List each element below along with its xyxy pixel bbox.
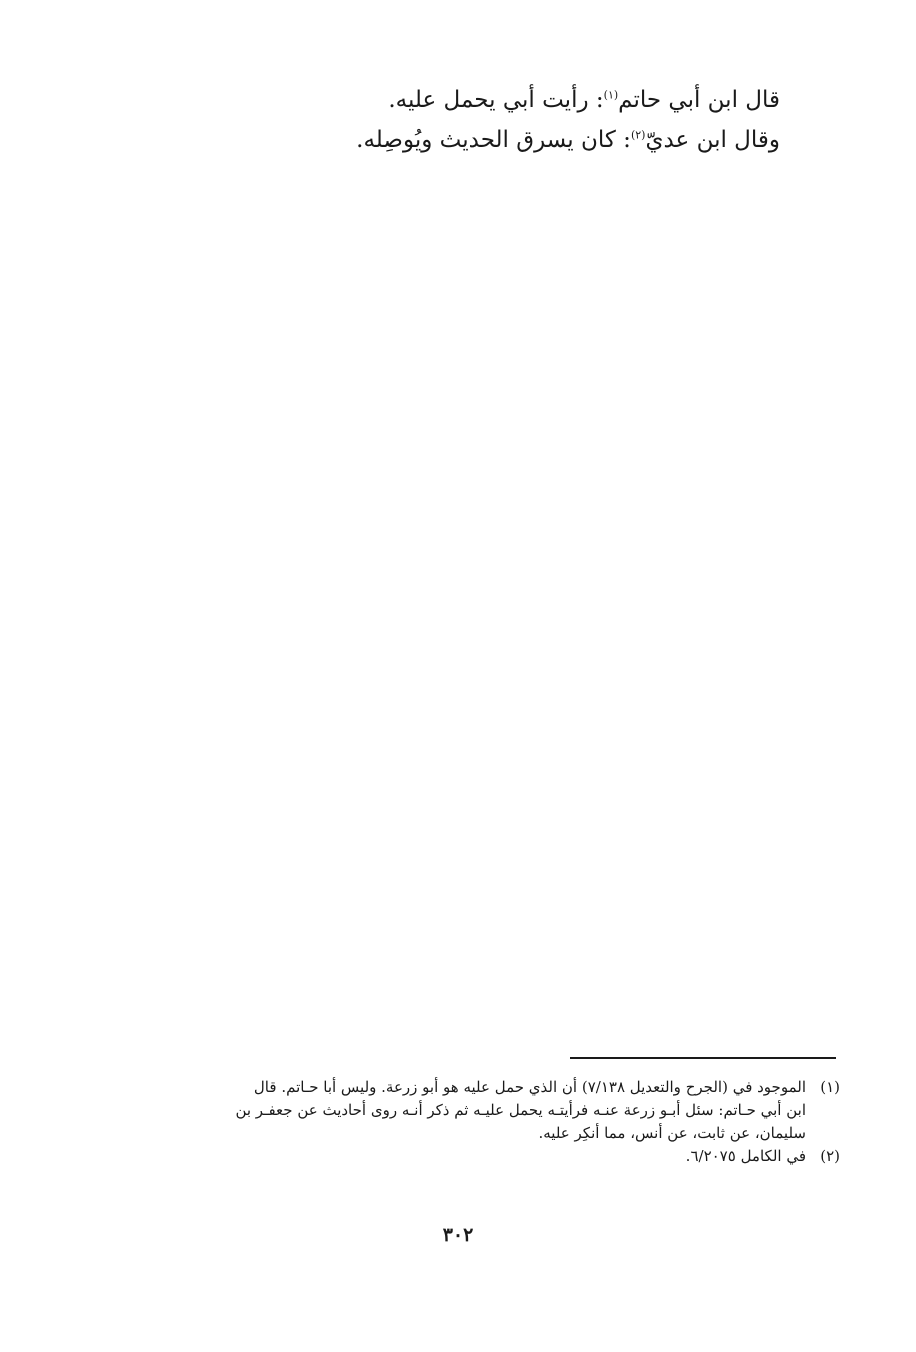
text-segment: : رأيت أبي يحمل عليه. xyxy=(388,87,604,113)
footnote-number: (٢) xyxy=(820,1147,840,1165)
footnotes xyxy=(118,1076,840,1168)
footnote-ref-1[interactable]: (١) xyxy=(603,88,619,102)
footnote-1 xyxy=(118,1076,840,1145)
main-text xyxy=(120,80,780,160)
footnote-line: ابن أبي حـاتم: سئل أبـو زرعة عنـه فرأيتـه يحمل عليـه ثم ذكر أنـه روى أحاديث عن جعفـر بن xyxy=(235,1101,806,1119)
footnote-ref-2[interactable]: (٢) xyxy=(630,128,646,142)
text-segment: وقال ابن عديّ xyxy=(645,127,780,153)
footnote-2 xyxy=(118,1145,840,1168)
footnote-line: الموجود في (الجرح والتعديل ٧/١٣٨) أن الذي حمل عليه هو أبو زرعة. وليس أبا حـاتم. قال xyxy=(253,1078,806,1096)
footnote-line: سليمان، عن ثابت، عن أنس، مما أنكِر عليه. xyxy=(538,1124,806,1142)
text-line-1 xyxy=(120,80,780,120)
page-number: ٣٠٢ xyxy=(442,1224,474,1246)
text-line-2 xyxy=(120,120,780,160)
text-segment: : كان يسرق الحديث ويُوصِله. xyxy=(356,127,631,153)
footnote-line: في الكامل ٦/٢٠٧٥. xyxy=(685,1147,806,1165)
text-segment: قال ابن أبي حاتم xyxy=(618,87,780,113)
footnote-number: (١) xyxy=(820,1078,840,1096)
footnote-separator xyxy=(570,1057,836,1059)
